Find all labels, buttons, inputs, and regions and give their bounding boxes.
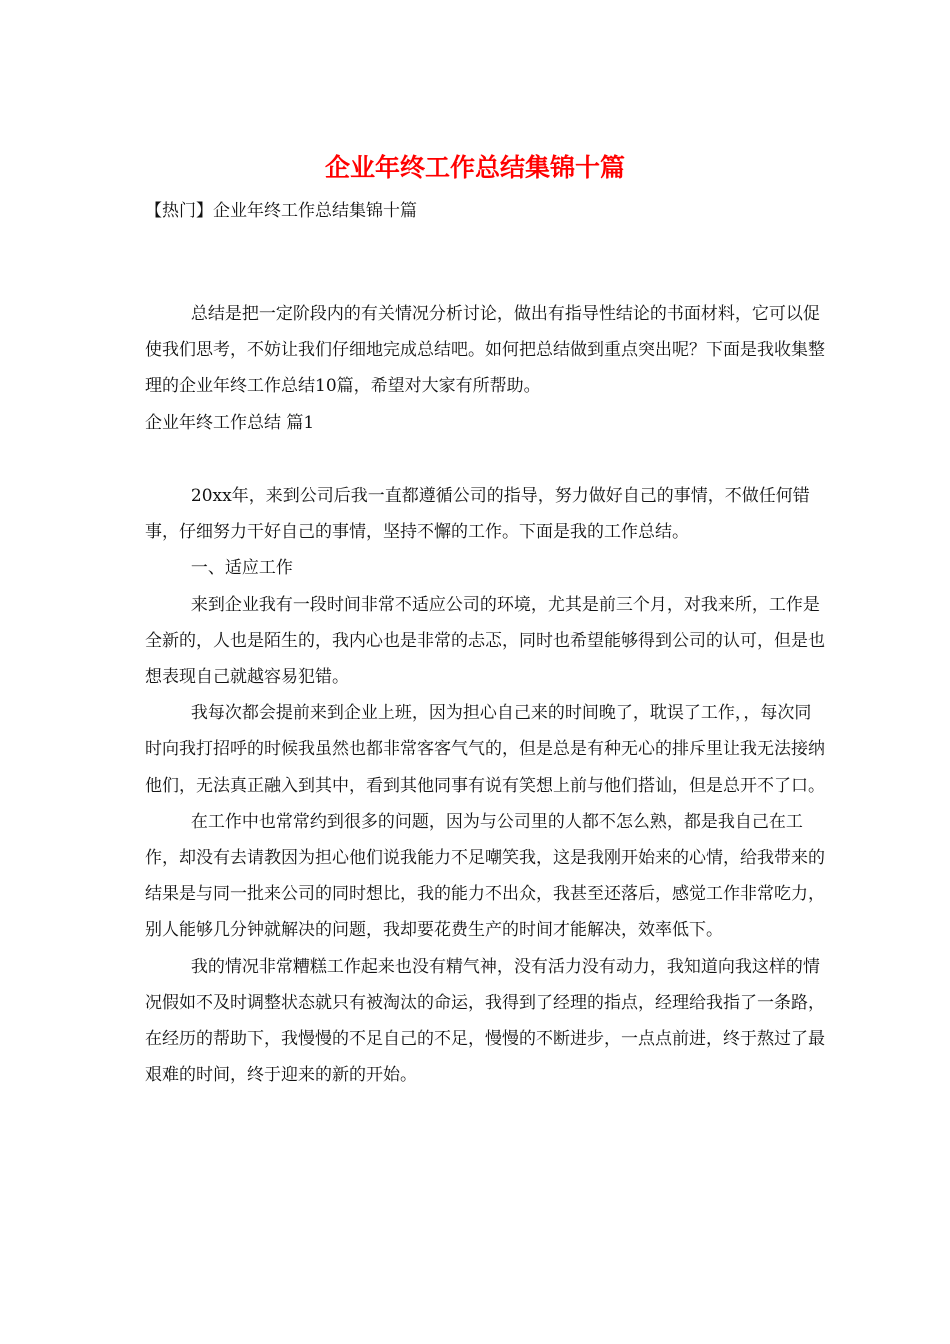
paragraph-3: 我每次都会提前来到企业上班，因为担心自己来的时间晚了，耽误了工作，，每次同时向我打招呼的时候我虽然也都非常客客气气的，但是总是有种无心的排斥里让我无法接纳他们，无法真正融入到其中，看到其他同事有说有笑想上前与他们搭讪，但是总开不了口。 <box>145 703 825 796</box>
document-title: 企业年终工作总结集锦十篇 <box>324 153 625 182</box>
paragraph-4: 在工作中也常常约到很多的问题，因为与公司里的人都不怎么熟，都是我自己在工作，却没有去请教因为担心他们说我能力不足嘲笑我，这是我刚开始来的心情，给我带来的结果是与同一批来公司的同时想比，我的能力不出众，我甚至还落后，感觉工作非常吃力，别人能够几分钟就解决的问题，我却要花费生产的时间才能解决，效率低下。 <box>145 811 825 941</box>
section-title: 企业年终工作总结 篇1 <box>145 412 315 433</box>
paragraph-5: 我的情况非常糟糕工作起来也没有精气神，没有活力没有动力，我知道向我这样的情况假如不及时调整状态就只有被淘汰的命运，我得到了经理的指点，经理给我指了一条路，在经历的帮助下，我慢慢的不足自己的不足，慢慢的不断进步，一点点前进，终于熬过了最艰难的时间，终于迎来的新的开始。 <box>145 956 825 1086</box>
paragraph-1: 20xx年，来到公司后我一直都遵循公司的指导，努力做好自己的事情，不做任何错事，仔细努力干好自己的事情，坚持不懈的工作。下面是我的工作总结。 <box>145 486 810 543</box>
section-heading: 一、适应工作 <box>190 558 293 579</box>
intro-paragraph: 总结是把一定阶段内的有关情况分析讨论，做出有指导性结论的书面材料，它可以促使我们思考，不妨让我们仔细地完成总结吧。如何把总结做到重点突出呢？下面是我收集整理的企业年终工作总结10篇，希望对大家有所帮助。 <box>145 304 825 397</box>
paragraph-2: 来到企业我有一段时间非常不适应公司的环境，尤其是前三个月，对我来所，工作是全新的，人也是陌生的，我内心也是非常的忐忑，同时也希望能够得到公司的认可，但是也想表现自己就越容易犯错。 <box>145 594 825 688</box>
document-subtitle: 【热门】企业年终工作总结集锦十篇 <box>145 201 417 221</box>
article-body <box>145 478 825 1093</box>
intro-block <box>145 296 825 441</box>
